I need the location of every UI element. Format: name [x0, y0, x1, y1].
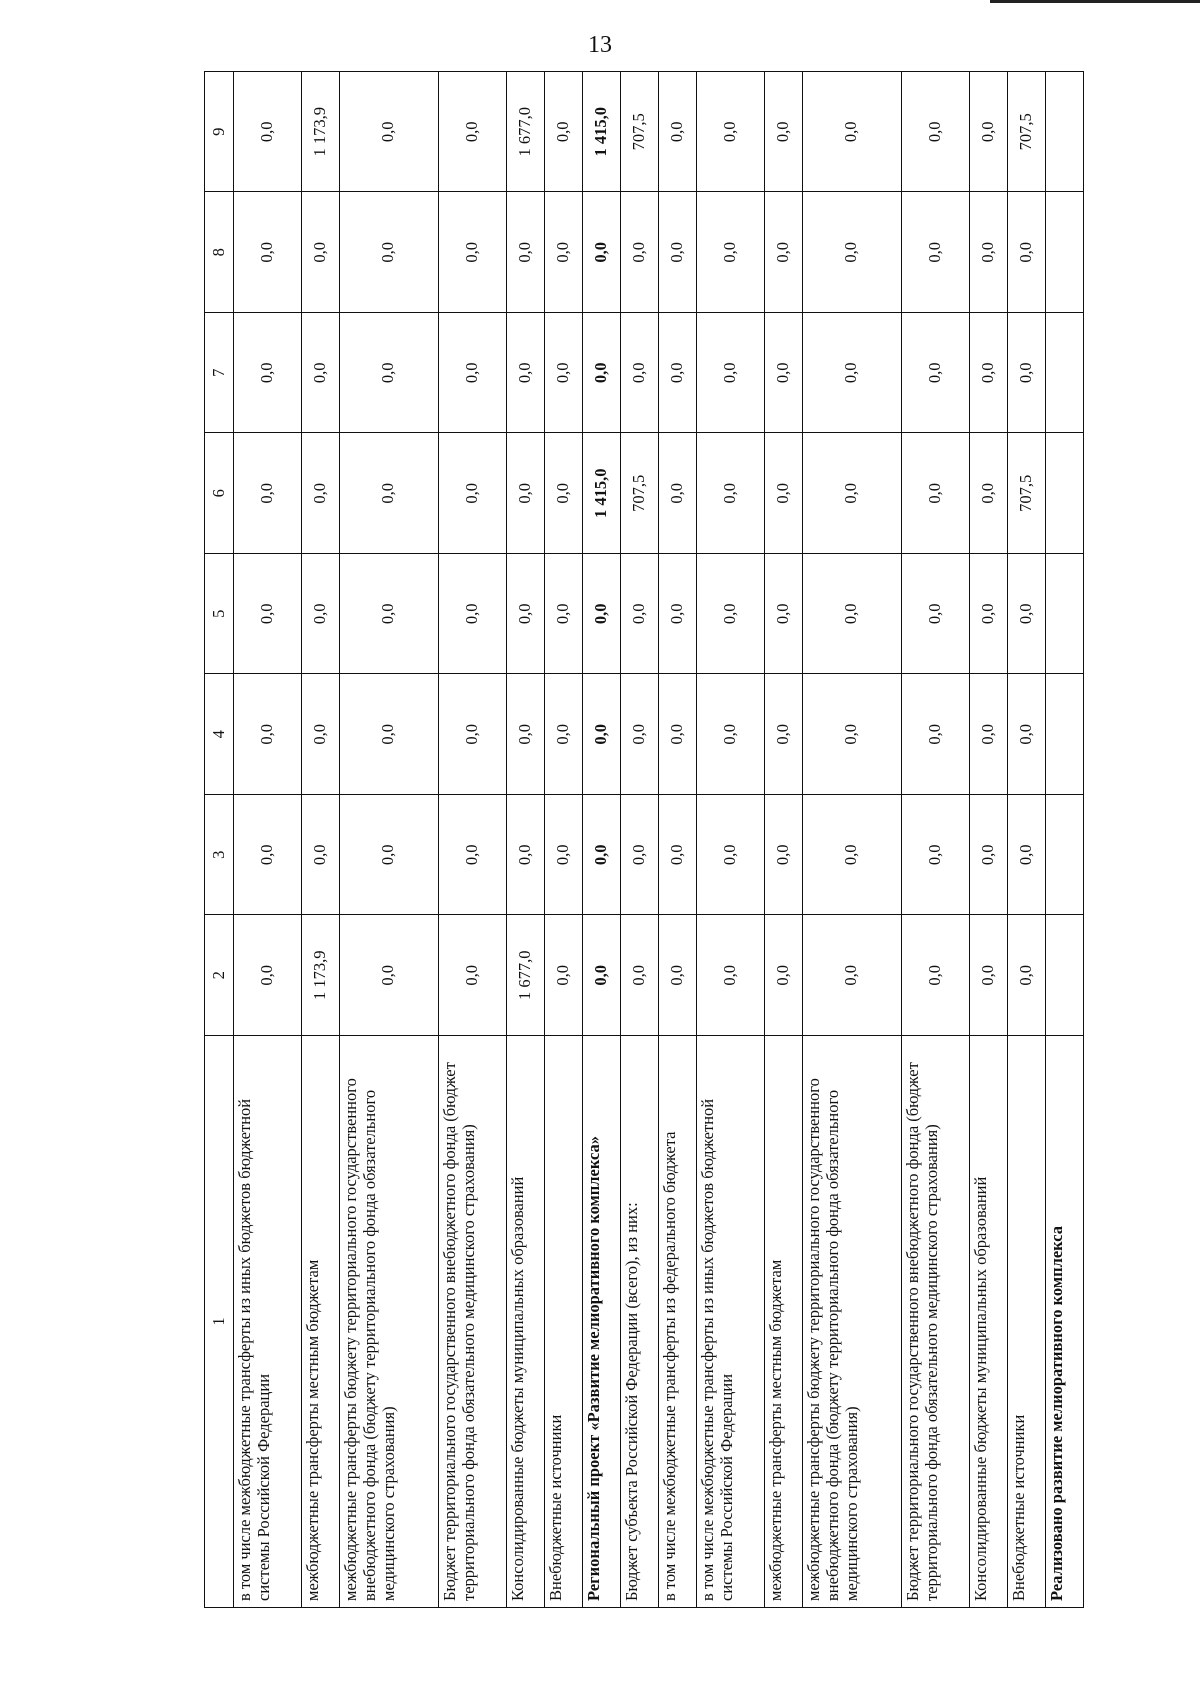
row-label: межбюджетные трансферты бюджету территориального государственного внебюджетного фонда (бюджету территориального фонда обязательного медицинского страхования): [340, 1036, 438, 1608]
row-label: Бюджет субъекта Российской Федерации (всего), из них:: [620, 1036, 658, 1608]
value-cell: 0,0: [765, 72, 803, 193]
value-cell: 0,0: [901, 313, 969, 434]
table-row: [901, 72, 969, 1608]
value-cell: 1 677,0: [506, 915, 544, 1036]
value-cell: 0,0: [302, 313, 340, 434]
value-cell: 0,0: [438, 554, 506, 675]
page-number: 13: [588, 32, 612, 58]
value-cell: 0,0: [582, 554, 620, 675]
value-cell: 0,0: [1007, 192, 1045, 313]
table-row: [438, 72, 506, 1608]
value-cell: [1045, 433, 1083, 554]
value-cell: 0,0: [765, 674, 803, 795]
table-row: [506, 72, 544, 1608]
value-cell: 0,0: [234, 72, 302, 193]
column-header: 5: [205, 554, 234, 675]
value-cell: 0,0: [969, 554, 1007, 675]
value-cell: 0,0: [506, 313, 544, 434]
value-cell: 0,0: [803, 433, 901, 554]
value-cell: [1045, 192, 1083, 313]
value-cell: 0,0: [544, 915, 582, 1036]
row-label: Региональный проект «Развитие мелиоративного комплекса»: [582, 1036, 620, 1608]
value-cell: 0,0: [234, 313, 302, 434]
value-cell: 1 415,0: [582, 433, 620, 554]
value-cell: 0,0: [697, 915, 765, 1036]
value-cell: 0,0: [234, 795, 302, 916]
value-cell: 0,0: [969, 795, 1007, 916]
value-cell: [1045, 554, 1083, 675]
value-cell: 0,0: [544, 72, 582, 193]
value-cell: 0,0: [1007, 554, 1045, 675]
value-cell: 0,0: [901, 674, 969, 795]
value-cell: 0,0: [302, 795, 340, 916]
column-number-row: [205, 72, 234, 1608]
value-cell: 0,0: [765, 554, 803, 675]
value-cell: 0,0: [1007, 915, 1045, 1036]
row-label: Консолидированные бюджеты муниципальных образований: [506, 1036, 544, 1608]
value-cell: 0,0: [506, 192, 544, 313]
column-header: 7: [205, 313, 234, 434]
value-cell: 0,0: [340, 313, 438, 434]
value-cell: 0,0: [765, 192, 803, 313]
value-cell: 0,0: [620, 313, 658, 434]
value-cell: [1045, 313, 1083, 434]
value-cell: 0,0: [340, 915, 438, 1036]
value-cell: 0,0: [765, 313, 803, 434]
table-row: [340, 72, 438, 1608]
value-cell: 0,0: [901, 795, 969, 916]
column-header: 6: [205, 433, 234, 554]
value-cell: 0,0: [506, 433, 544, 554]
table-row: [697, 72, 765, 1608]
value-cell: 0,0: [340, 795, 438, 916]
value-cell: 0,0: [544, 192, 582, 313]
row-label: Консолидированные бюджеты муниципальных образований: [969, 1036, 1007, 1608]
column-header: 2: [205, 915, 234, 1036]
budget-table: [204, 71, 1084, 1608]
value-cell: 0,0: [340, 433, 438, 554]
value-cell: 0,0: [234, 674, 302, 795]
value-cell: 0,0: [620, 795, 658, 916]
value-cell: 0,0: [302, 554, 340, 675]
table-row: [620, 72, 658, 1608]
value-cell: 0,0: [697, 554, 765, 675]
value-cell: 0,0: [765, 433, 803, 554]
value-cell: [1045, 795, 1083, 916]
row-label: межбюджетные трансферты местным бюджетам: [302, 1036, 340, 1608]
value-cell: 707,5: [1007, 433, 1045, 554]
value-cell: 707,5: [1007, 72, 1045, 193]
value-cell: [1045, 72, 1083, 193]
value-cell: 0,0: [582, 674, 620, 795]
value-cell: 0,0: [658, 313, 696, 434]
value-cell: 0,0: [697, 313, 765, 434]
value-cell: 0,0: [582, 192, 620, 313]
value-cell: 0,0: [438, 433, 506, 554]
value-cell: 0,0: [697, 192, 765, 313]
value-cell: 0,0: [506, 795, 544, 916]
value-cell: 0,0: [803, 313, 901, 434]
value-cell: 0,0: [620, 192, 658, 313]
value-cell: 0,0: [765, 795, 803, 916]
value-cell: 0,0: [901, 72, 969, 193]
value-cell: 0,0: [302, 674, 340, 795]
value-cell: 0,0: [234, 433, 302, 554]
value-cell: 0,0: [658, 795, 696, 916]
row-label: Бюджет территориального государственного внебюджетного фонда (бюджет территориального фонда обязательного медицинского страхования): [901, 1036, 969, 1608]
value-cell: 0,0: [438, 72, 506, 193]
value-cell: 0,0: [340, 674, 438, 795]
value-cell: 0,0: [901, 433, 969, 554]
table-row: [544, 72, 582, 1608]
value-cell: 0,0: [697, 795, 765, 916]
value-cell: [1045, 674, 1083, 795]
value-cell: 0,0: [302, 192, 340, 313]
column-header: 9: [205, 72, 234, 193]
value-cell: 0,0: [544, 433, 582, 554]
column-header: 1: [205, 1036, 234, 1608]
value-cell: [1045, 915, 1083, 1036]
value-cell: 0,0: [438, 795, 506, 916]
table-row: [658, 72, 696, 1608]
value-cell: 0,0: [438, 313, 506, 434]
value-cell: 0,0: [803, 554, 901, 675]
table-row: [765, 72, 803, 1608]
value-cell: 0,0: [506, 554, 544, 675]
value-cell: 0,0: [969, 72, 1007, 193]
value-cell: 0,0: [969, 433, 1007, 554]
value-cell: 1 415,0: [582, 72, 620, 193]
value-cell: 0,0: [901, 915, 969, 1036]
value-cell: 1 677,0: [506, 72, 544, 193]
row-label: Внебюджетные источники: [1007, 1036, 1045, 1608]
top-rule: [990, 0, 1200, 3]
value-cell: 0,0: [765, 915, 803, 1036]
column-header: 3: [205, 795, 234, 916]
value-cell: 0,0: [658, 192, 696, 313]
table-row: [302, 72, 340, 1608]
value-cell: 0,0: [234, 915, 302, 1036]
row-label: в том числе межбюджетные трансферты из иных бюджетов бюджетной системы Российской Федерации: [697, 1036, 765, 1608]
value-cell: 0,0: [340, 192, 438, 313]
value-cell: 0,0: [1007, 313, 1045, 434]
value-cell: 0,0: [901, 192, 969, 313]
value-cell: 0,0: [544, 795, 582, 916]
value-cell: 0,0: [438, 674, 506, 795]
table-row: [1045, 72, 1083, 1608]
value-cell: 0,0: [582, 313, 620, 434]
value-cell: 0,0: [803, 72, 901, 193]
value-cell: 0,0: [544, 674, 582, 795]
value-cell: 0,0: [302, 433, 340, 554]
value-cell: 0,0: [658, 433, 696, 554]
value-cell: 0,0: [803, 192, 901, 313]
value-cell: 0,0: [582, 795, 620, 916]
value-cell: 0,0: [803, 795, 901, 916]
table-row: [234, 72, 302, 1608]
value-cell: 0,0: [582, 915, 620, 1036]
row-label: Реализовано развитие мелиоративного комплекса: [1045, 1036, 1083, 1608]
rotated-table-container: [204, 72, 1084, 1608]
value-cell: 0,0: [506, 674, 544, 795]
row-label: межбюджетные трансферты местным бюджетам: [765, 1036, 803, 1608]
value-cell: 0,0: [969, 674, 1007, 795]
value-cell: 0,0: [697, 674, 765, 795]
value-cell: 707,5: [620, 433, 658, 554]
value-cell: 0,0: [438, 915, 506, 1036]
table-row: [969, 72, 1007, 1608]
value-cell: 0,0: [658, 915, 696, 1036]
value-cell: 0,0: [697, 72, 765, 193]
value-cell: 0,0: [438, 192, 506, 313]
row-label: Внебюджетные источники: [544, 1036, 582, 1608]
row-label: в том числе межбюджетные трансферты из иных бюджетов бюджетной системы Российской Федерации: [234, 1036, 302, 1608]
value-cell: 0,0: [658, 674, 696, 795]
row-label: межбюджетные трансферты бюджету территориального государственного внебюджетного фонда (бюджету территориального фонда обязательного медицинского страхования): [803, 1036, 901, 1608]
table-row: [803, 72, 901, 1608]
table-row: [1007, 72, 1045, 1608]
value-cell: 0,0: [620, 674, 658, 795]
row-label: в том числе межбюджетные трансферты из федерального бюджета: [658, 1036, 696, 1608]
value-cell: 0,0: [969, 192, 1007, 313]
value-cell: 0,0: [658, 554, 696, 675]
value-cell: 707,5: [620, 72, 658, 193]
table-row: [582, 72, 620, 1608]
column-header: 4: [205, 674, 234, 795]
value-cell: 0,0: [1007, 795, 1045, 916]
value-cell: 0,0: [340, 72, 438, 193]
value-cell: 0,0: [803, 674, 901, 795]
value-cell: 0,0: [544, 313, 582, 434]
value-cell: 0,0: [544, 554, 582, 675]
value-cell: 0,0: [620, 915, 658, 1036]
column-header: 8: [205, 192, 234, 313]
value-cell: 0,0: [901, 554, 969, 675]
value-cell: 0,0: [1007, 674, 1045, 795]
value-cell: 0,0: [620, 554, 658, 675]
value-cell: 0,0: [340, 554, 438, 675]
value-cell: 0,0: [969, 915, 1007, 1036]
value-cell: 0,0: [697, 433, 765, 554]
value-cell: 0,0: [234, 192, 302, 313]
value-cell: 0,0: [803, 915, 901, 1036]
value-cell: 0,0: [234, 554, 302, 675]
value-cell: 0,0: [658, 72, 696, 193]
value-cell: 1 173,9: [302, 72, 340, 193]
row-label: Бюджет территориального государственного внебюджетного фонда (бюджет территориального фонда обязательного медицинского страхования): [438, 1036, 506, 1608]
value-cell: 1 173,9: [302, 915, 340, 1036]
value-cell: 0,0: [969, 313, 1007, 434]
